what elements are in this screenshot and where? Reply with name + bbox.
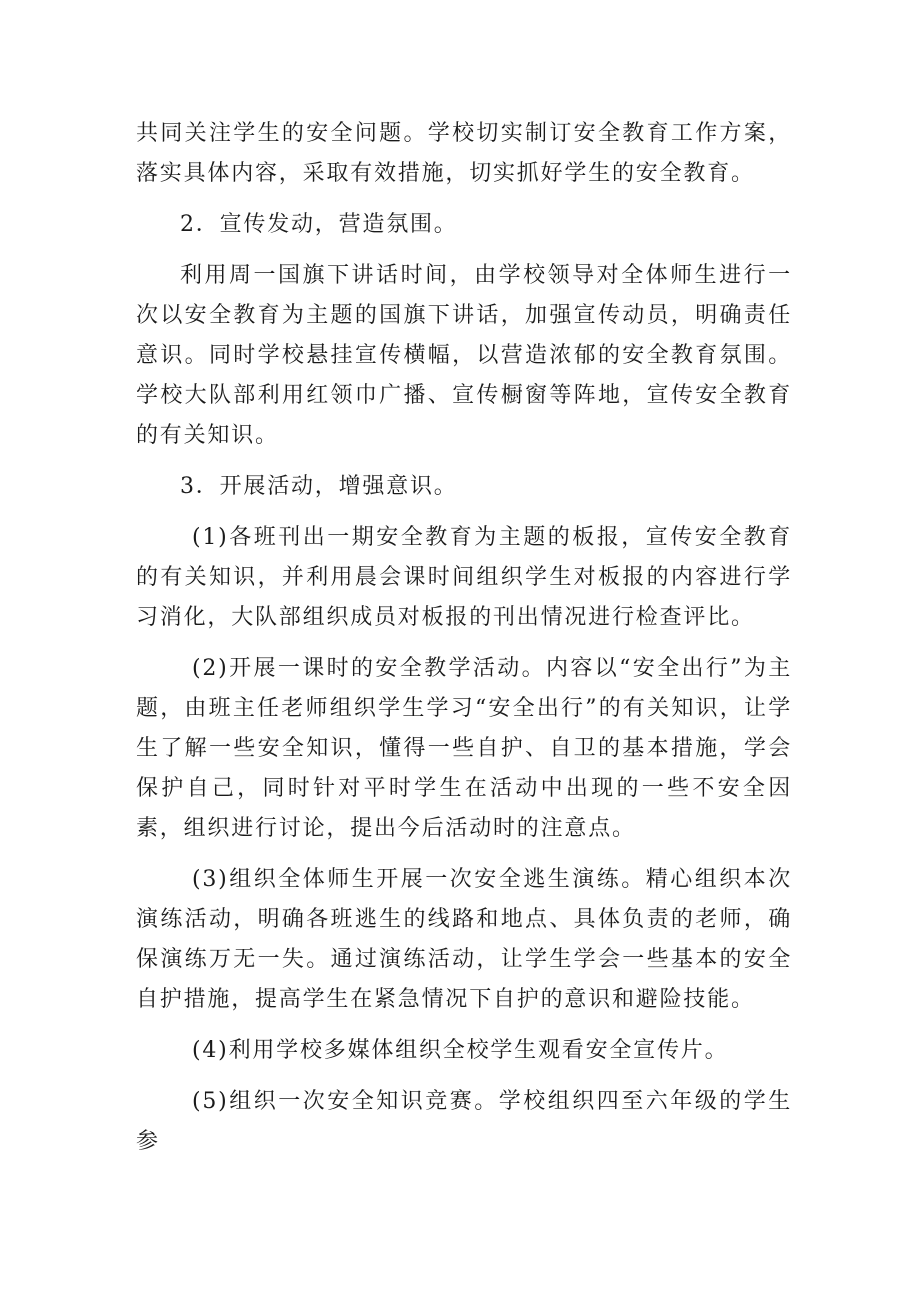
list-item-2: (2)开展一课时的安全教学活动。内容以“安全出行”为主题，由班主任老师组织学生学习“安全出行”的有关知识，让学生了解一些安全知识，懂得一些自护、自卫的基本措施，学会保护自己，同时针对平时学生在活动中出现的一些不安全因素，组织进行讨论，提出今后活动时的注意点。 (136, 656, 792, 841)
document-body (136, 114, 792, 1173)
section-heading-2: 2．宣传发动，营造氛围。 (180, 212, 458, 237)
list-item-4: (4)利用学校多媒体组织全校学生观看安全宣传片。 (192, 1038, 729, 1063)
list-item-5: (5)组织一次安全知识竞赛。学校组织四至六年级的学生参 (136, 1089, 792, 1154)
paragraph-continued: 共同关注学生的安全问题。学校切实制订安全教育工作方案，落实具体内容，采取有效措施，切实抓好学生的安全教育。 (136, 121, 792, 186)
list-item-3: (3)组织全体师生开展一次安全逃生演练。精心组织本次演练活动，明确各班逃生的线路和地点、具体负责的老师，确保演练万无一失。通过演练活动，让学生学会一些基本的安全自护措施，提高学生在紧急情况下自护的意识和避险技能。 (136, 867, 792, 1012)
list-item-1: (1)各班刊出一期安全教育为主题的板报，宣传安全教育的有关知识，并利用晨会课时间组织学生对板报的内容进行学习消化，大队部组织成员对板报的刊出情况进行检查评比。 (136, 525, 792, 630)
paragraph-publicity: 利用周一国旗下讲话时间，由学校领导对全体师生进行一次以安全教育为主题的国旗下讲话，加强宣传动员，明确责任意识。同时学校悬挂宣传横幅，以营造浓郁的安全教育氛围。学校大队部利用红领巾广播、宣传橱窗等阵地，宣传安全教育的有关知识。 (136, 263, 792, 448)
section-heading-3: 3．开展活动，增强意识。 (180, 474, 458, 499)
